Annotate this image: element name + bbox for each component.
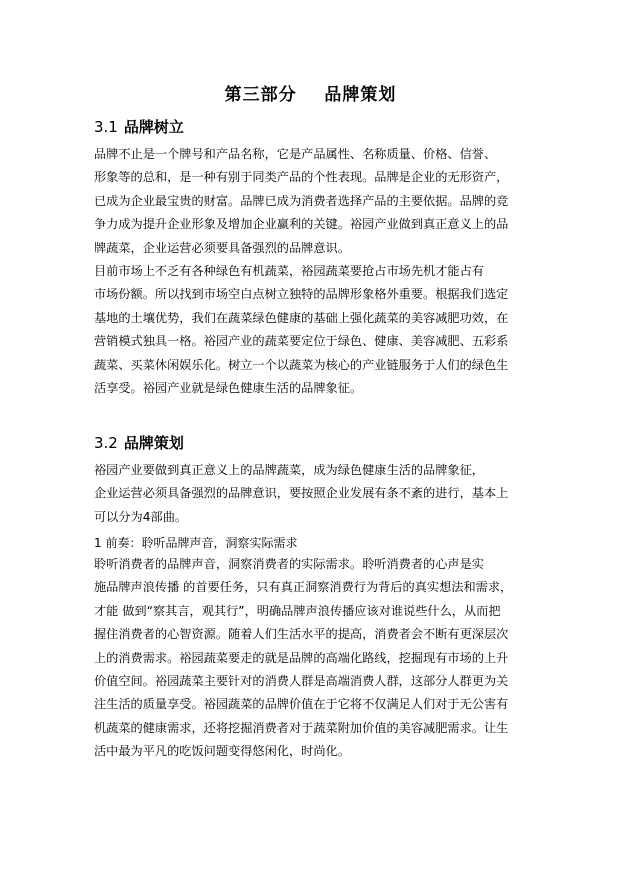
text-line: 牌蔬菜，企业运营必须要具备强烈的品牌意识。	[94, 240, 350, 255]
section-heading-brand-planning	[94, 432, 184, 453]
section-number: 3.2	[94, 434, 118, 452]
text-line: 已成为企业最宝贵的财富。品牌已成为消费者选择产品的主要依据。品牌的竞	[94, 193, 509, 208]
section-heading-text: 品牌策划	[123, 434, 184, 452]
text-line: 品牌不止是一个牌号和产品名称，它是产品属性、名称质量、价格、信誉、	[94, 147, 497, 161]
text-line: 上的消费需求。裕园蔬菜要走的就是品牌的高端化路线，挖掘现有市场的上升	[94, 650, 509, 665]
paragraph-consumer-needs	[94, 553, 534, 764]
text-line: 施品牌声浪传播 的首要任务，只有真正洞察消费行为背后的真实想法和需求，	[94, 580, 513, 595]
page-title: 第三部分 品牌策划	[224, 85, 397, 105]
text-line: 基地的土壤优势，我们在蔬菜绿色健康的基础上强化蔬菜的美容减肥功效，在	[94, 310, 509, 325]
paragraph-brand-definition	[94, 143, 534, 260]
subheading-prelude: 1 前奏：聆听品牌声音，洞察实际需求	[94, 536, 298, 550]
section-number: 3.1	[94, 118, 118, 136]
section-heading-text: 品牌树立	[123, 118, 184, 136]
text-line: 营销模式独具一格。裕园产业的蔬菜要定位于绿色、健康、美容减肥、五彩系	[94, 334, 509, 349]
paragraph-planning-intro	[94, 459, 534, 529]
text-line: 活中最为平凡的吃饭问题变得悠闲化，时尚化。	[94, 744, 350, 759]
text-line: 才能 做到“察其言，观其行”，明确品牌声浪传播应该对谁说些什么，从而把	[94, 603, 501, 618]
text-line: 裕园产业要做到真正意义上的品牌蔬菜，成为绿色健康生活的品牌象征，	[94, 463, 484, 477]
text-line: 握住消费者的心智资源。随着人们生活水平的提高，消费者会不断有更深层次	[94, 627, 509, 642]
text-line: 市场份额。所以找到市场空白点树立独特的品牌形象格外重要。根据我们选定	[94, 287, 509, 302]
text-line: 活享受。裕园产业就是绿色健康生活的品牌象征。	[94, 380, 363, 395]
paragraph-market-positioning	[94, 260, 534, 400]
text-line: 可以分为4部曲。	[94, 509, 188, 524]
text-line: 机蔬菜的健康需求，还将挖掘消费者对于蔬菜附加价值的美容减肥需求。让生	[94, 720, 509, 735]
section-heading-brand-establishment	[94, 116, 184, 137]
text-line: 聆听消费者的品牌声音，洞察消费者的实际需求。聆听消费者的心声是实	[94, 557, 484, 571]
text-line: 价值空间。裕园蔬菜主要针对的消费人群是高端消费人群，这部分人群更为关	[94, 673, 509, 688]
text-line: 蔬菜、买菜休闲娱乐化。树立一个以蔬菜为核心的产业链服务于人们的绿色生	[94, 357, 509, 372]
text-line: 注生活的质量享受。裕园蔬菜的品牌价值在于它将不仅满足人们对于无公害有	[94, 697, 509, 712]
text-line: 目前市场上不乏有各种绿色有机蔬菜，裕园蔬菜要抢占市场先机才能占有	[94, 264, 484, 278]
text-line: 争力成为提升企业形象及增加企业赢利的关键。裕园产业做到真正意义上的品	[94, 217, 509, 232]
text-line: 形象等的总和，是一种有别于同类产品的个性表现。品牌是企业的无形资产，	[94, 170, 509, 185]
text-line: 企业运营必须具备强烈的品牌意识，要按照企业发展有条不紊的进行，基本上	[94, 486, 509, 501]
